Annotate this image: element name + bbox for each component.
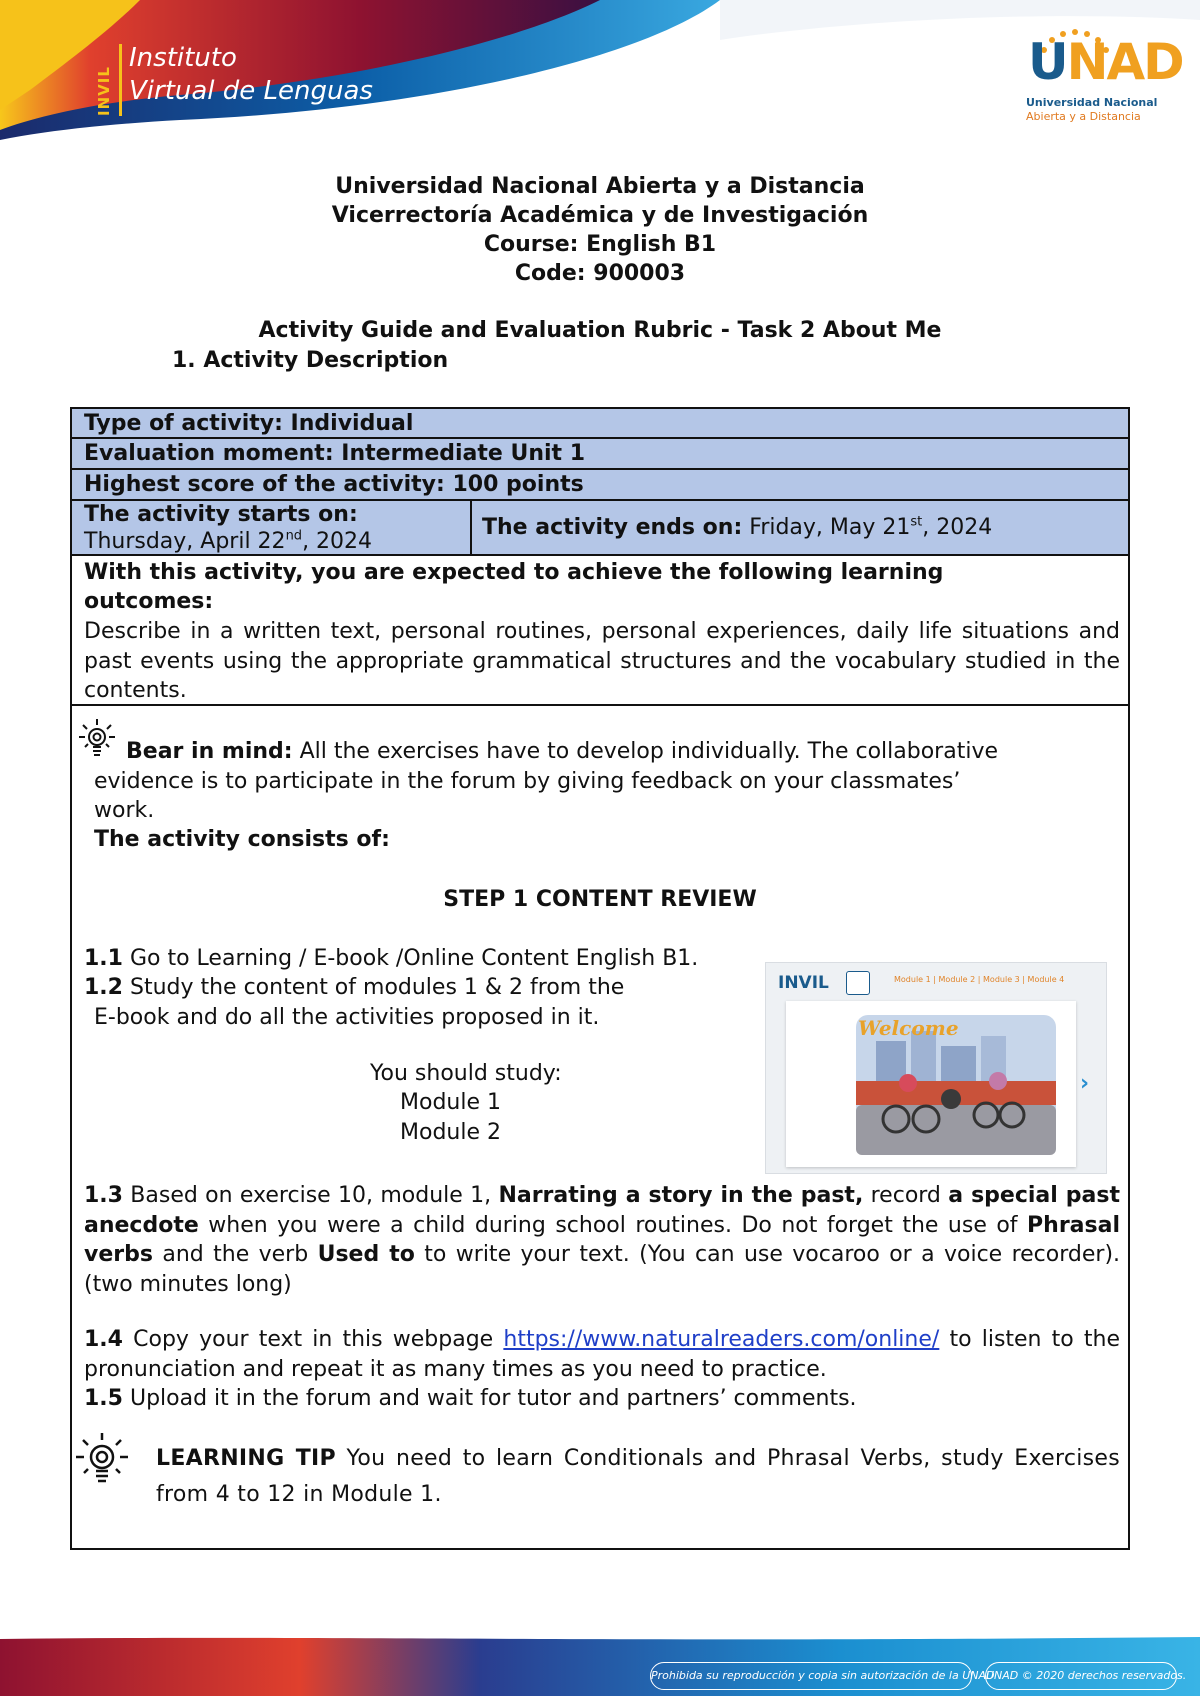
- step-1-3-anecdote: a special past anecdote: [84, 1183, 1121, 1238]
- step-1-2-line2: E-book and do all the activities proposed in it.: [94, 1005, 600, 1030]
- row-highest-score: [72, 470, 1128, 501]
- step-1-1-text: Go to Learning / E-book /Online Content English B1.: [122, 946, 699, 971]
- learning-tip-text: You need to learn Conditionals and Phrasal Verbs, study Exercises from 4 to 12 in Module 1.: [156, 1446, 1120, 1507]
- type-of-activity: Type of activity: Individual: [84, 411, 414, 436]
- ebook-screenshot: [765, 962, 1107, 1174]
- bear-in-mind-label: Bear in mind:: [126, 739, 293, 764]
- invil-mark: INVIL: [95, 66, 113, 116]
- invil-line2: Virtual de Lenguas: [129, 76, 373, 106]
- ends-year: , 2024: [922, 515, 993, 540]
- ends-suffix: st: [910, 514, 923, 530]
- highest-score: Highest score of the activity: 100 points: [84, 472, 584, 497]
- unad-u: U: [1028, 33, 1067, 91]
- step-1-3-narrating: Narrating a story in the past,: [498, 1183, 864, 1208]
- naturalreaders-link[interactable]: https://www.naturalreaders.com/online/: [503, 1327, 940, 1352]
- step-1-4-text-b: to listen to the pronunciation and repeat it as many times as you need to practice.: [84, 1327, 1120, 1382]
- starts-label: The activity starts on:: [84, 502, 358, 527]
- ebook-brand: INVIL: [778, 973, 829, 993]
- step-1-3-text-i: to write your text. (You can use vocaroo or a voice recorder). (two minutes long): [84, 1242, 1121, 1297]
- invil-line1: Instituto: [129, 43, 237, 73]
- learning-tip: [156, 1441, 1120, 1513]
- step-1-4-number: 1.4: [84, 1327, 123, 1352]
- module-1-item: Module 1: [400, 1090, 501, 1115]
- step-1-5-number: 1.5: [84, 1386, 123, 1411]
- invil-logo: [95, 40, 415, 120]
- bear-in-mind-text: All the exercises have to develop individually. The collaborative: [292, 739, 999, 764]
- ends-label: The activity ends on:: [482, 515, 743, 540]
- ends-block: [482, 514, 992, 542]
- starts-year: , 2024: [302, 529, 373, 554]
- step-1-3-phrasal-verbs: Phrasal verbs: [84, 1212, 1120, 1267]
- dates-divider: [470, 501, 472, 554]
- institution-block: [0, 172, 1200, 288]
- guide-title: Activity Guide and Evaluation Rubric - Task 2 About Me: [258, 318, 942, 343]
- footer-copyright: UNAD © 2020 derechos reservados.: [985, 1662, 1177, 1690]
- bear-in-mind-line3: work.: [94, 798, 155, 823]
- learning-tip-label: LEARNING TIP: [156, 1446, 336, 1471]
- activity-consists-heading: The activity consists of:: [94, 827, 390, 852]
- unad-subtitle-1: Universidad Nacional: [1026, 96, 1158, 109]
- course-name: Course: English B1: [483, 232, 717, 257]
- step-title: STEP 1 CONTENT REVIEW: [443, 887, 757, 912]
- ebook-tab-3: Module 3: [983, 975, 1020, 984]
- step-1-1-number: 1.1: [84, 946, 123, 971]
- outcomes-text: Describe in a written text, personal routines, personal experiences, daily life situations and past events using the appropriate grammatical structures and the vocabulary studied in the contents.: [84, 619, 1120, 703]
- unad-nad: NAD: [1066, 33, 1183, 91]
- ebook-logo-icon: [846, 971, 870, 995]
- unad-logo: [1020, 28, 1183, 128]
- step-1-3-number: 1.3: [84, 1183, 123, 1208]
- row-type-of-activity: [72, 409, 1128, 439]
- ends-date: Friday, May 21: [742, 515, 911, 540]
- step-1-3-text-a: Based on exercise 10, module 1,: [122, 1183, 499, 1208]
- ebook-illustration: [786, 1001, 1076, 1167]
- institution-name: Universidad Nacional Abierta y a Distancia: [335, 174, 865, 199]
- ebook-tab-2: Module 2: [938, 975, 976, 984]
- step-1-3-used-to: Used to: [317, 1242, 415, 1267]
- lightbulb-icon: [77, 717, 117, 761]
- step-1-4-text-a: Copy your text in this webpage: [122, 1327, 504, 1352]
- starts-suffix: nd: [285, 528, 303, 544]
- section-title: 1. Activity Description: [172, 348, 449, 373]
- module-2-item: Module 2: [400, 1120, 501, 1145]
- step-1-2-text: Study the content of modules 1 & 2 from the: [122, 975, 625, 1000]
- vicerrectoria: Vicerrectoría Académica y de Investigación: [331, 203, 869, 228]
- row-learning-outcomes: [72, 556, 1128, 706]
- bear-in-mind-line2: evidence is to participate in the forum by giving feedback on your classmates’: [94, 769, 961, 794]
- starts-value: [84, 528, 372, 556]
- outcomes-heading-1: With this activity, you are expected to achieve the following learning: [84, 560, 944, 585]
- row-dates: [72, 501, 1128, 556]
- starts-date: Thursday, April 22: [84, 529, 286, 554]
- unad-subtitle-2: Abierta y a Distancia: [1026, 110, 1141, 123]
- step-1-4: [84, 1325, 1120, 1384]
- invil-logo-text: [129, 42, 373, 108]
- step-1-5: [84, 1384, 857, 1414]
- step-1-1: [84, 944, 698, 974]
- row-evaluation-moment: [72, 439, 1128, 470]
- outcomes-heading-2: outcomes:: [84, 589, 214, 614]
- step-1-2: [84, 973, 624, 1003]
- invil-divider: [119, 44, 122, 116]
- learning-tip-lightbulb-icon: [74, 1429, 130, 1493]
- footer-notice: Prohibida su reproducción y copia sin autorización de la UNAD: [650, 1662, 972, 1690]
- unad-wordmark: [1028, 30, 1183, 94]
- ebook-next-arrow-icon: ›: [1080, 1071, 1090, 1096]
- ebook-slide: [786, 1001, 1076, 1167]
- step-1-5-text: Upload it in the forum and wait for tutor and partners’ comments.: [122, 1386, 857, 1411]
- bear-in-mind-line1: [126, 737, 998, 767]
- study-label: You should study:: [370, 1061, 562, 1086]
- ebook-welcome: Welcome: [858, 1016, 959, 1040]
- course-code: Code: 900003: [514, 261, 686, 286]
- ebook-tab-1: Module 1: [894, 975, 931, 984]
- step-1-3-text-e: when you were a child during school routines. Do not forget the use of: [198, 1212, 1028, 1238]
- step-1-3: [84, 1181, 1120, 1299]
- ebook-tab-4: Module 4: [1027, 975, 1065, 984]
- step-1-2-number: 1.2: [84, 975, 123, 1000]
- evaluation-moment: Evaluation moment: Intermediate Unit 1: [84, 441, 586, 466]
- step-1-3-text-g: and the verb: [152, 1242, 318, 1267]
- ebook-tabs: Module 1 | Module 2 | Module 3 | Module 4: [894, 975, 1065, 984]
- step-1-3-text-c: record: [863, 1183, 949, 1208]
